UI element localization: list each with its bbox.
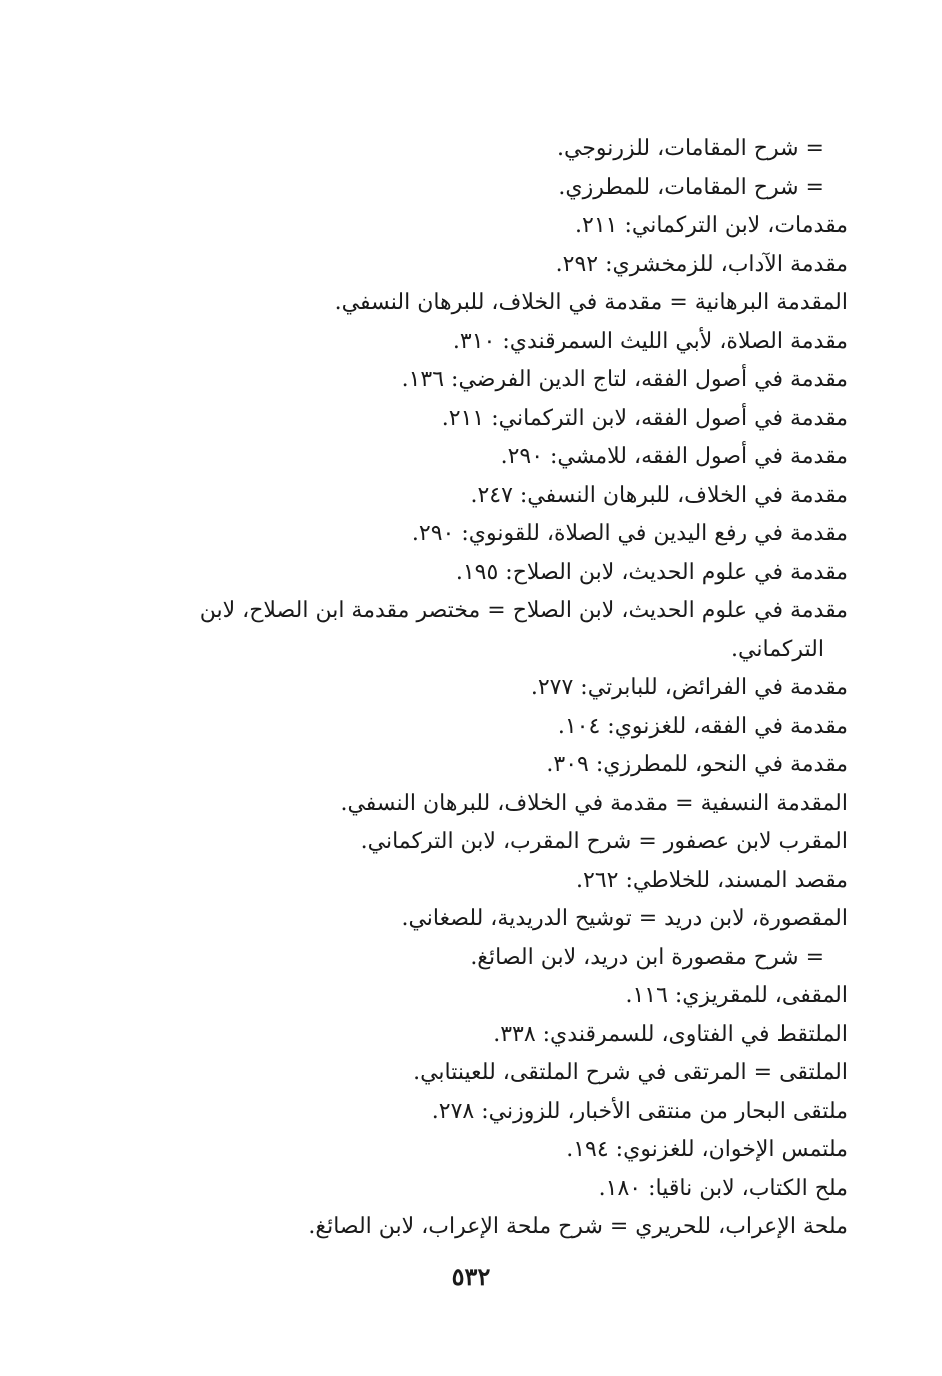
index-entry: المقدمة البرهانية = مقدمة في الخلاف، للبرهان النسفي. [334, 290, 848, 315]
index-entry: مقدمة الآداب، للزمخشري: ٢٩٢. [555, 251, 848, 277]
page-number: ٥٣٢ [451, 1262, 491, 1291]
index-entry: مقدمة في أصول الفقه، للامشي: ٢٩٠. [500, 444, 848, 469]
index-entry: مقدمة في رفع اليدين في الصلاة، للقونوي: ٢٩٠. [411, 521, 848, 546]
index-entry: الملتقى = المرتقى في شرح الملتقى، للعينتابي. [413, 1060, 848, 1085]
index-entry: الملتقط في الفتاوى، للسمرقندي: ٣٣٨. [493, 1021, 848, 1047]
index-entry: = شرح مقصورة ابن دريد، لابن الصائغ. [470, 944, 824, 970]
index-entry: ملح الكتاب، لابن ناقيا: ١٨٠. [598, 1175, 848, 1201]
index-entry-continuation: التركماني. [731, 636, 824, 662]
index-entry: = شرح المقامات، للمطرزي. [558, 174, 824, 200]
index-entry: مقدمة في النحو، للمطرزي: ٣٠٩. [546, 752, 848, 777]
index-entry: مقدمات، لابن التركماني: ٢١١. [575, 213, 848, 238]
index-entry: مقدمة في أصول الفقه، لتاج الدين الفرضي: ١٣٦. [401, 367, 848, 392]
index-entry: مقصد المسند، للخلاطي: ٢٦٢. [576, 867, 848, 893]
index-entry: المقصورة، لابن دريد = توشيح الدريدية، للصغاني. [401, 906, 848, 931]
index-entry: المقرب لابن عصفور = شرح المقرب، لابن التركماني. [360, 829, 848, 854]
index-entry: مقدمة في أصول الفقه، لابن التركماني: ٢١١. [441, 405, 848, 431]
index-entry: مقدمة الصلاة، لأبي الليث السمرقندي: ٣١٠. [452, 328, 848, 354]
index-entry: ملتمس الإخوان، للغزنوي: ١٩٤. [566, 1137, 848, 1162]
index-entry: مقدمة في الخلاف، للبرهان النسفي: ٢٤٧. [470, 482, 848, 508]
index-entry: مقدمة في علوم الحديث، لابن الصلاح: ١٩٥. [455, 559, 848, 585]
index-entry: المقفى، للمقريزي: ١١٦. [625, 983, 848, 1008]
index-entry: = شرح المقامات، للزرنوجي. [556, 136, 824, 161]
index-entry: ملحة الإعراب، للحريري = شرح ملحة الإعراب، لابن الصائغ. [308, 1214, 848, 1239]
index-entries [108, 130, 848, 1247]
index-entry: المقدمة النسفية = مقدمة في الخلاف، للبرهان النسفي. [340, 790, 848, 816]
index-entry-wrapped [108, 592, 848, 669]
index-entry-text: مقدمة في علوم الحديث، لابن الصلاح = مختصر مقدمة ابن الصلاح، لابن [199, 598, 848, 623]
index-entry: مقدمة في الفقه، للغزنوي: ١٠٤. [557, 713, 848, 739]
index-entry: ملتقى البحار من منتقى الأخبار، للزوزني: ٢٧٨. [431, 1098, 848, 1124]
index-entry: مقدمة في الفرائض، للبابرتي: ٢٧٧. [530, 675, 848, 700]
